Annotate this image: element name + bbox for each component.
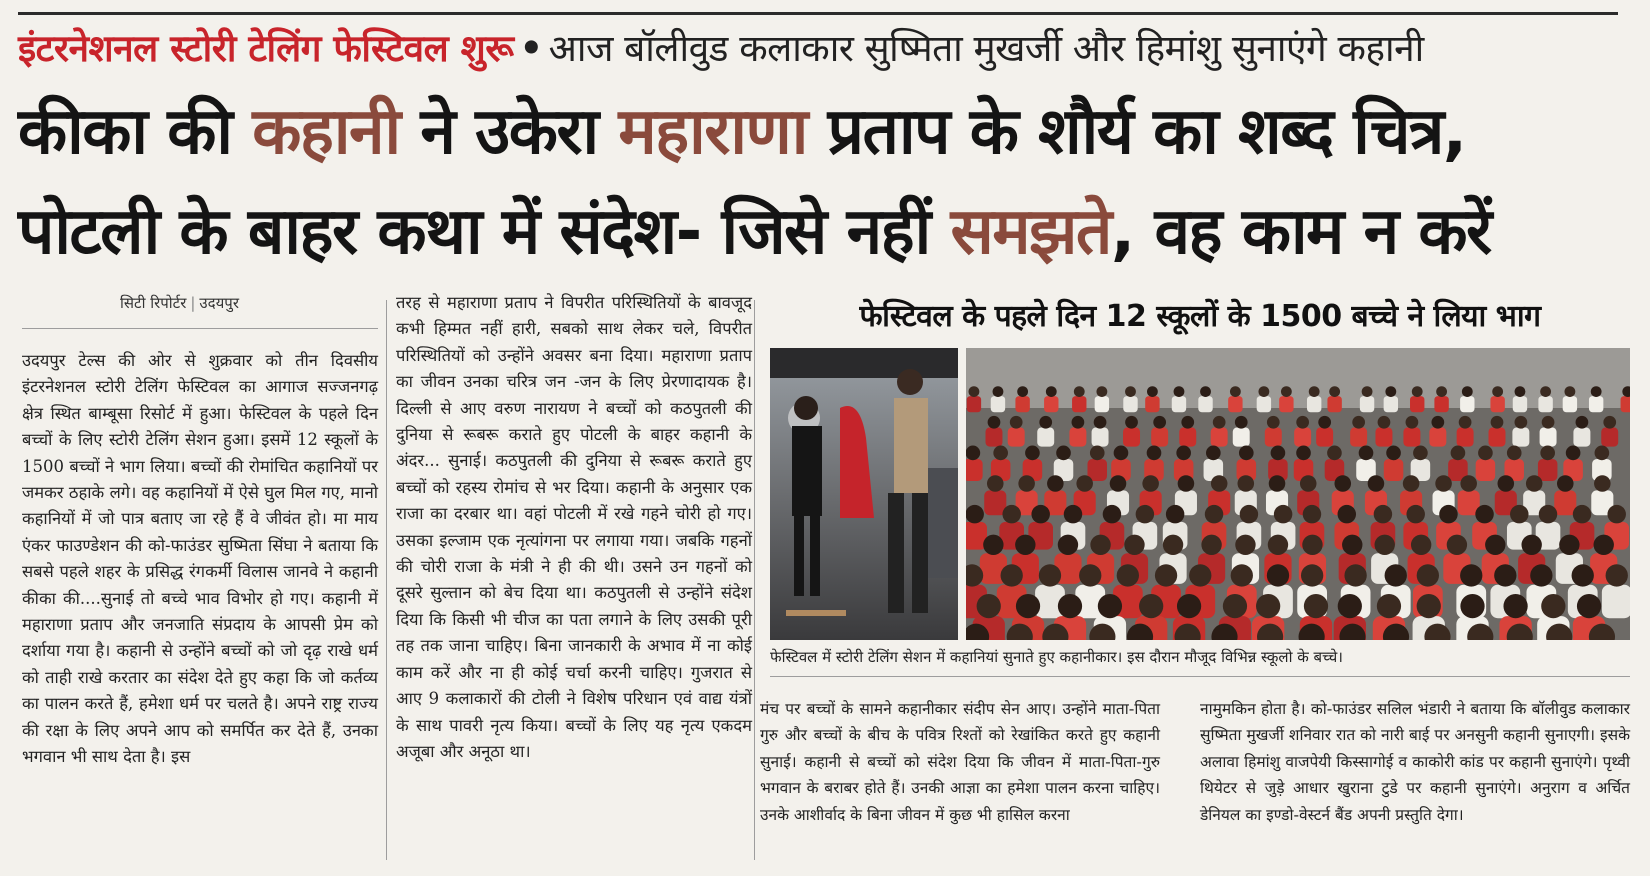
article-column-4 [1200, 696, 1630, 828]
headline-accent: कहानी [252, 95, 400, 169]
kicker-bullet: • [519, 27, 543, 70]
kicker-line [18, 22, 1618, 76]
headline-part: कीका की [18, 95, 253, 169]
headline-accent: समझते [950, 195, 1111, 269]
headline-part: पोटली के बाहर कथा में संदेश- जिसे नहीं [18, 195, 951, 269]
kicker-highlight: इंटरनेशनल स्टोरी टेलिंग फेस्टिवल शुरू [18, 27, 514, 70]
headline-line-2 [18, 186, 1618, 278]
byline-reporter: सिटी रिपोर्टर [120, 294, 187, 312]
column-text: तरह से महाराणा प्रताप ने विपरीत परिस्थितियों के बावजूद कभी हिम्मत नहीं हारी, सबको साथ लेकर चले, विपरीत परिस्थितियों को उन्होंने अवसर बना दिया। महाराणा प्रताप का जीवन उनका चरित्र जन -जन के लिए प्रेरणादायक है। दिल्ली से आए वरुण नारायण ने बच्चों को कठपुतली की दुनिया से रूबरू कराते हुए पोटली के बाहर कहानी के अंदर... सुनाई। कठपुतली की दुनिया से रूबरू कराते हुए बच्चों को रहस्य रोमांच से भर दिया। कहानी के अनुसार एक राजा का दरबार था। वहां पोटली में रखे गहने चोरी हो गए। उसका इल्जाम एक नृत्यांगना पर लगाया गया। जबकि गहनों की चोरी राजा के मंत्री ने ही की थी। उसने उन गहनों को दूसरे सुल्तान को बेच दिया था। कठपुतली से उन्होंने संदेश दिया कि किसी भी चीज का पता लगाने के लिए उसकी पूरी तह तक जाना चाहिए। बिना जानकारी के अभाव में ना कोई काम करें और ना ही कोई चर्चा करनी चाहिए। गुजरात से आए 9 कलाकारों की टोली ने विशेष परिधान एवं वाद्य यंत्रों के साथ पावरी नृत्य किया। बच्चों के लिए यह नृत्य एकदम अजूबा और अनूठा था। [396, 293, 752, 761]
photo-caption: फेस्टिवल में स्टोरी टेलिंग सेशन में कहानियां सुनाते हुए कहानीकार। इस दौरान मौजूद विभिन्न स्कूलो के बच्चे। [770, 648, 1343, 666]
caption-rule [770, 676, 1630, 677]
column-text: मंच पर बच्चों के सामने कहानीकार संदीप सेन आए। उन्होंने माता-पिता गुरु और बच्चों के बीच के पवित्र रिश्तों को रेखांकित करते हुए कहानी सुनाई। कहानी से बच्चों को संदेश दिया कि जीवन में माता-पिता-गुरु भगवान के बराबर होते हैं। उनकी आज्ञा का हमेशा पालन करना चाहिए। उनके आशीर्वाद के बिना जीवन में कुछ भी हासिल करना [760, 700, 1160, 824]
column-text: नामुमकिन होता है। को-फाउंडर सलिल भंडारी ने बताया कि बॉलीवुड कलाकार सुष्मिता मुखर्जी शनिवार रात को नारी बाई पर अनसुनी कहानी सुनाएगी। इसके अलावा हिमांशु वाजपेयी किस्सागोई व काकोरी कांड पर कहानी सुनाएंगे। पृथ्वी थियेटर से जुड़े आधार खुराना टुडे पर कहानी सुनाएंगे। अनुराग व अर्चित डेनियल का इण्डो-वेस्टर्न बैंड अपनी प्रस्तुति देगा। [1200, 700, 1630, 824]
headline-line-1 [18, 86, 1618, 178]
byline-separator: | [190, 294, 196, 312]
audience-photo [966, 348, 1630, 640]
column-text: उदयपुर टेल्स की ओर से शुक्रवार को तीन दिवसीय इंटरनेशनल स्टोरी टेलिंग फेस्टिवल का आगाज सज्जनगढ़ क्षेत्र स्थित बाम्बूसा रिसोर्ट में हुआ। फेस्टिवल के पहले दिन बच्चों के लिए स्टोरी टेलिंग सेशन हुआ। इसमें 12 स्कूलों के 1500 बच्चों ने भाग लिया। बच्चों की रोमांचित कहानियों पर जमकर ठहाके लगे। वह कहानियों में ऐसे घुल मिल गए, मानो कहानियों में जो पात्र बताए जा रहे हैं वे जीवंत हो। मा माय एंकर फाउण्डेशन की को-फाउंडर सुष्मिता सिंघा ने बताया कि सबसे पहले शहर के प्रसिद्ध रंगकर्मी विलास जानवे ने कहानी कीका की....सुनाई तो बच्चे भाव विभोर हो गए। कहानी में महाराणा प्रताप और जनजाति संप्रदाय के आपसी प्रेम को दर्शाया गया है। कहानी से उन्होंने बच्चों को जो दृढ़ राखे धर्म को ताही राखे करतार का संदेश देते हुए कहा कि जो कर्तव्य का पालन करते हैं, हमेशा धर्म पर चलते है। अपने राष्ट्र राज्य की रक्षा के लिए अपने आप को समर्पित कर देते हैं, उनका भगवान भी साथ देता है। इस [22, 351, 378, 767]
byline-rule [22, 328, 378, 329]
top-rule [18, 12, 1618, 15]
byline [120, 293, 239, 313]
headline-part: प्रताप के शौर्य का शब्द चित्र, [806, 95, 1466, 169]
article-column-2 [396, 290, 752, 765]
column-divider [386, 300, 387, 860]
article-column-1 [22, 348, 378, 771]
article-column-3 [760, 696, 1160, 828]
byline-city: उदयपुर [199, 294, 239, 312]
headline-part: ने उकेरा [399, 95, 619, 169]
storyteller-photo [770, 348, 958, 640]
headline-accent: महाराणा [618, 95, 807, 169]
column-divider [754, 300, 755, 860]
headline-part: , वह काम न करें [1110, 195, 1491, 269]
kicker-text: आज बॉलीवुड कलाकार सुष्मिता मुखर्जी और हिमांशु सुनाएंगे कहानी [548, 27, 1424, 70]
photo-heading: फेस्टिवल के पहले दिन 12 स्कूलों के 1500 बच्चे ने लिया भाग [859, 299, 1541, 334]
